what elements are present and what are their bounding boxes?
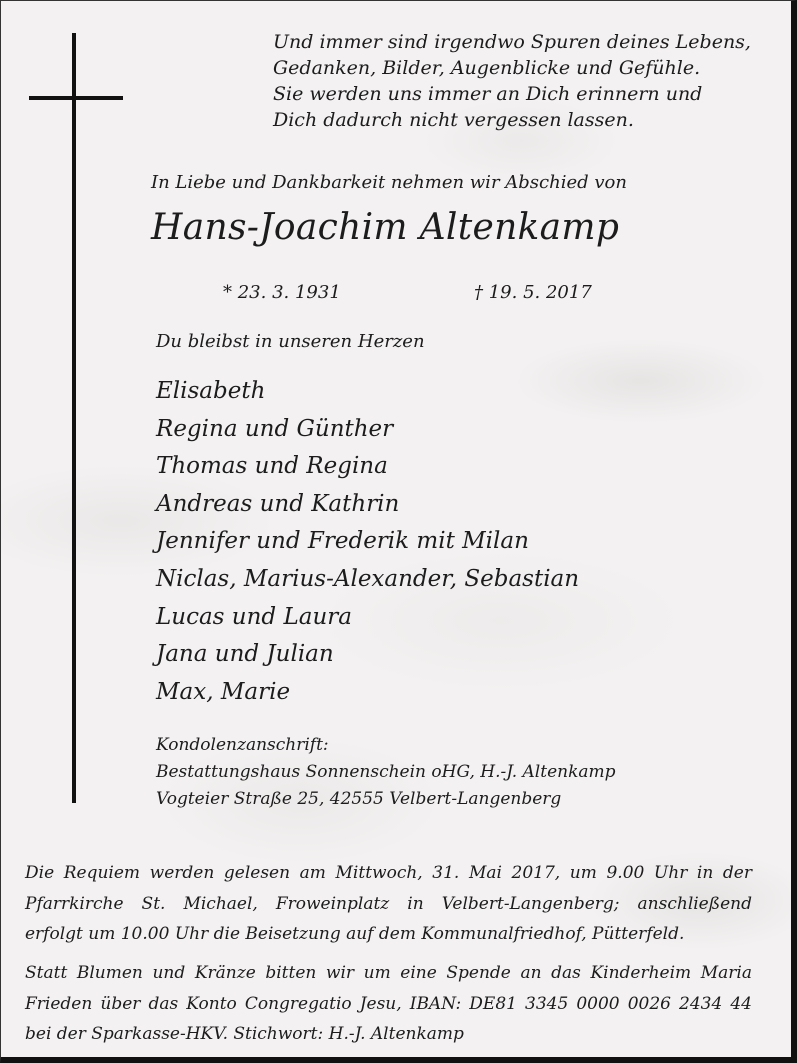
mourner-entry: Jennifer und Frederik mit Milan [156, 528, 529, 555]
mourner-entry: Niclas, Marius-Alexander, Sebastian [156, 565, 580, 592]
mourner-entry: Jana und Julian [156, 641, 334, 668]
condolence-line: Bestattungshaus Sonnenschein oHG, H.-J. Altenkamp [156, 762, 616, 782]
remembrance-line: Du bleibst in unseren Herzen [156, 331, 425, 352]
verse-line: Sie werden uns immer an Dich erinnern und [273, 83, 703, 105]
mourners-list [156, 373, 579, 711]
mourner-entry: Andreas und Kathrin [156, 490, 400, 517]
requiem-line: erfolgt um 10.00 Uhr die Beisetzung auf dem Kommunalfriedhof, Pütterfeld. [25, 924, 685, 944]
mourner-entry: Lucas und Laura [156, 603, 352, 630]
memorial-verse [273, 29, 751, 133]
requiem-line: Pfarrkirche St. Michael, Froweinplatz in Velbert-Langenberg; anschließend [25, 893, 752, 914]
mourner-entry: Regina und Günther [156, 415, 394, 442]
mourner-entry: Max, Marie [156, 678, 291, 705]
donation-line: Statt Blumen und Kränze bitten wir um eine Spende an das Kinderheim Maria [25, 963, 752, 983]
donation-line: bei der Sparkasse-HKV. Stichwort: H.-J. Altenkamp [25, 1024, 464, 1044]
donation-notice [25, 958, 752, 1050]
death-date: † 19. 5. 2017 [474, 282, 592, 303]
farewell-intro: In Liebe und Dankbarkeit nehmen wir Abschied von [151, 172, 627, 193]
condolence-line: Vogteier Straße 25, 42555 Velbert-Langenberg [156, 789, 562, 809]
verse-line: Dich dadurch nicht vergessen lassen. [273, 109, 634, 131]
donation-line: Frieden über das Konto Congregatio Jesu, IBAN: DE81 3345 0000 0026 2434 44 [25, 993, 752, 1014]
condolence-heading: Kondolenzanschrift: [156, 735, 329, 755]
mourner-entry: Thomas und Regina [156, 453, 388, 480]
deceased-name: Hans-Joachim Altenkamp [151, 207, 620, 248]
cross-horizontal-bar [29, 96, 123, 100]
condolence-address [156, 732, 616, 813]
requiem-notice [25, 858, 752, 950]
mourner-entry: Elisabeth [156, 378, 266, 404]
birth-date: * 23. 3. 1931 [223, 282, 341, 303]
verse-line: Und immer sind irgendwo Spuren deines Lebens, [273, 31, 751, 53]
requiem-line: Die Requiem werden gelesen am Mittwoch, 31. Mai 2017, um 9.00 Uhr in der [25, 863, 752, 883]
cross-vertical-bar [72, 33, 76, 803]
verse-line: Gedanken, Bilder, Augenblicke und Gefühle. [273, 57, 701, 79]
